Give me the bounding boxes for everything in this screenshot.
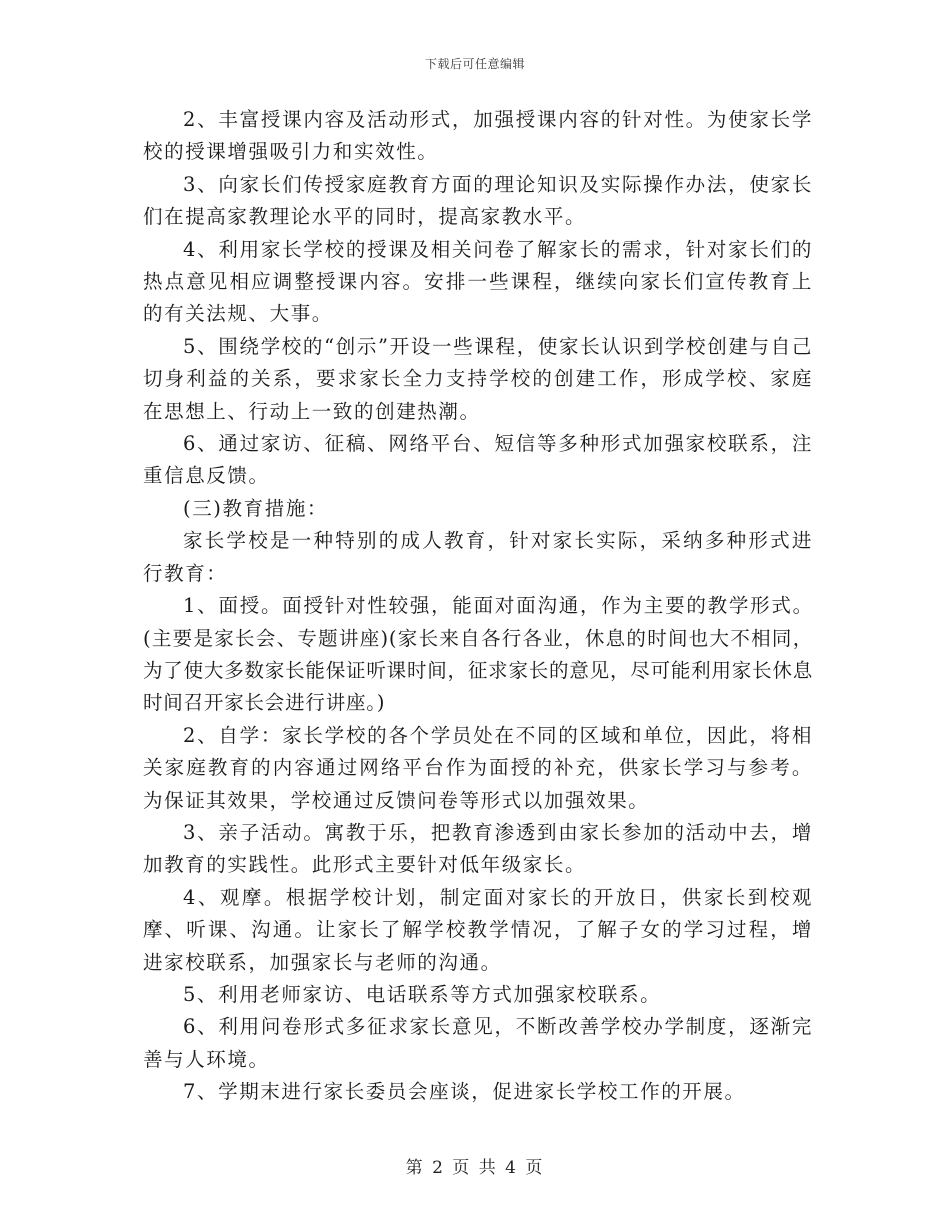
page-number-footer: 第 2 页 共 4 页 [405, 1158, 545, 1178]
paragraph-item-3: 3、向家长们传授家庭教育方面的理论知识及实际操作办法，使家长们在提高家教理论水平的同时，提高家教水平。 [143, 172, 813, 229]
page-header: 下载后可任意编辑 [424, 57, 525, 71]
paragraph-item-6: 6、通过家访、征稿、网络平台、短信等多种形式加强家校联系，注重信息反馈。 [143, 432, 813, 488]
paragraph-item-5: 5、围绕学校的“创示”开设一些课程，使家长认识到学校创建与自己切身利益的关系，要求家长全力支持学校的创建工作，形成学校、家庭在思想上、行动上一致的创建热潮。 [143, 334, 813, 423]
paragraph-item-4: 4、利用家长学校的授课及相关问卷了解家长的需求，针对家长们的热点意见相应调整授课内容。安排一些课程，继续向家长们宣传教育上的有关法规、大事。 [143, 237, 813, 326]
measure-item-7: 7、学期末进行家长委员会座谈，促进家长学校工作的开展。 [183, 1080, 746, 1104]
section-intro: 家长学校是一种特别的成人教育，针对家长实际，采纳多种形式进行教育： [143, 529, 813, 585]
measure-item-5: 5、利用老师家访、电话联系等方式加强家校联系。 [183, 982, 662, 1006]
measure-item-1: 1、面授。面授针对性较强，能面对面沟通，作为主要的教学形式。(主要是家长会、专题讲座)(家长来自各行各业，休息的时间也大不相同，为了使大多数家长能保证听课时间，征求家长的意见，尽可能利用家长休息时间召开家长会进行讲座。) [143, 594, 813, 715]
paragraph-item-2: 2、丰富授课内容及活动形式，加强授课内容的针对性。为使家长学校的授课增强吸引力和实效性。 [143, 108, 813, 164]
document-body [143, 104, 813, 1109]
measure-item-3: 3、亲子活动。寓教于乐，把教育渗透到由家长参加的活动中去，增加教育的实践性。此形式主要针对低年级家长。 [143, 820, 813, 877]
measure-item-4: 4、观摩。根据学校计划，制定面对家长的开放日，供家长到校观摩、听课、沟通。让家长了解学校教学情况，了解子女的学习过程，增进家校联系，加强家长与老师的沟通。 [143, 885, 813, 974]
section-heading: (三)教育措施： [183, 496, 329, 520]
measure-item-2: 2、自学：家长学校的各个学员处在不同的区域和单位，因此，将相关家庭教育的内容通过网络平台作为面授的补充，供家长学习与参考。为保证其效果，学校通过反馈问卷等形式以加强效果。 [143, 723, 813, 812]
measure-item-6: 6、利用问卷形式多征求家长意见，不断改善学校办学制度，逐渐完善与人环境。 [143, 1015, 813, 1071]
